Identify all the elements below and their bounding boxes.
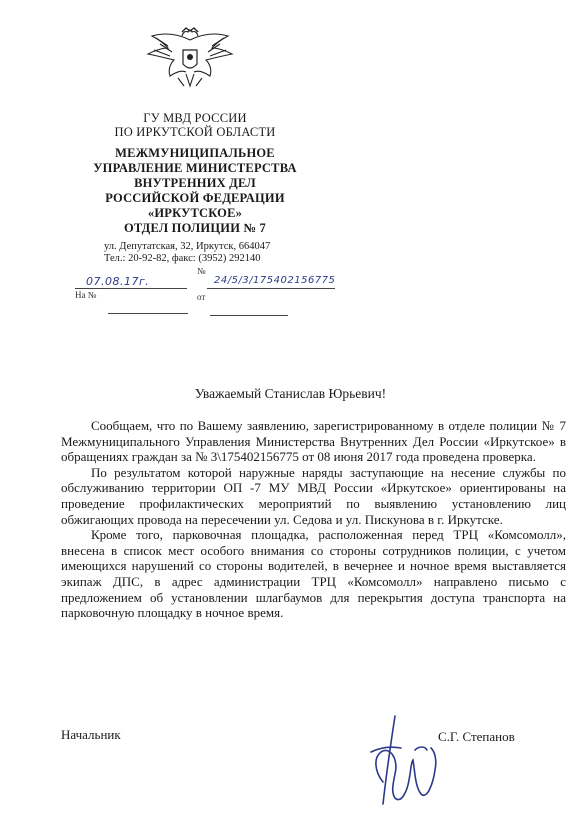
phone-fax: Тел.: 20-92-82, факс: (3952) 292140 [104, 253, 261, 264]
mvd-eagle-emblem-icon [138, 26, 242, 96]
letter-body [61, 418, 566, 621]
org-line-2: ПО ИРКУТСКОЙ ОБЛАСТИ [114, 125, 276, 139]
dept-line-5: «ИРКУТСКОЕ» [147, 206, 243, 220]
dept-header [60, 146, 330, 236]
paragraph-2: По результатом которой наружные наряды заступающие на несение службы по обслуживанию территории ОП -7 МУ МВД России «Иркутское» ориентированы на проведение профилактических мероприятий по выявлению установлению лиц обжигающих провода на пересечении ул. Седова и ул. Пискунова в г. Иркутске. [61, 464, 566, 527]
org-line-1: ГУ МВД РОССИИ [143, 111, 247, 125]
paragraph-1: Сообщаем, что по Вашему заявлению, зарегистрированному в отделе полиции № 7 Межмуниципального Управления Министерства Внутренних Дел России «Иркутское» в обращениях граждан за № 3\175402156775 от 08 июня 2017 года проведена проверка. [61, 418, 566, 465]
ot-underline [210, 315, 288, 316]
handwritten-number: 24/5/3/175402156775 [214, 275, 336, 286]
dept-line-1: МЕЖМУНИЦИПАЛЬНОЕ [115, 146, 275, 160]
signatory-position: Начальник [61, 727, 121, 742]
date-underline [75, 288, 187, 289]
dept-line-6: ОТДЕЛ ПОЛИЦИИ № 7 [124, 221, 266, 235]
address: ул. Депутатская, 32, Иркутск, 664047 [104, 241, 271, 252]
na-no-underline [108, 313, 188, 314]
greeting: Уважаемый Станислав Юрьевич! [194, 386, 387, 401]
handwritten-signature-icon [365, 712, 455, 812]
ot-label: от [197, 292, 206, 302]
signatory-name: С.Г. Степанов [438, 729, 515, 744]
dept-line-4: РОССИЙСКОЙ ФЕДЕРАЦИИ [105, 191, 285, 205]
number-symbol: № [197, 266, 206, 276]
dept-line-3: ВНУТРЕННИХ ДЕЛ [134, 176, 256, 190]
org-header [60, 111, 330, 139]
paragraph-3: Кроме того, парковочная площадка, расположенная перед ТРЦ «Комсомолл», внесена в список мест особого внимания со стороны сотрудников полиции, с учетом имеющихся нарушений со стороны водителей, в вечернее и ночное время выставляется экипаж ДПС, в адрес администрации ТРЦ «Комсомолл» направлено письмо с предложением об установлении шлагбаумов для перекрытия доступа транспорта на парковочную площадку в ночное время. [61, 527, 566, 621]
na-no-label: На № [75, 290, 97, 300]
dept-line-2: УПРАВЛЕНИЕ МИНИСТЕРСТВА [93, 161, 297, 175]
number-underline [207, 288, 335, 289]
handwritten-date: 07.08.17г. [86, 275, 150, 288]
